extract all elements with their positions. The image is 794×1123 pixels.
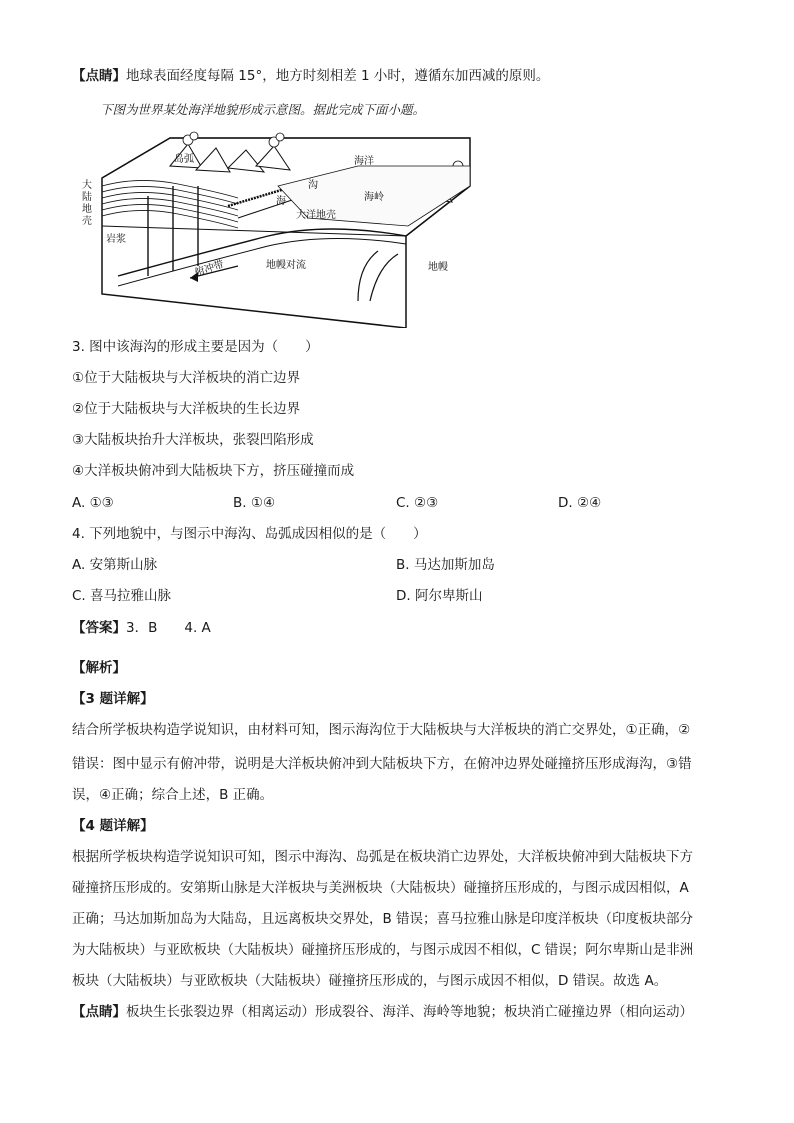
- d3-label: 【3 题详解】: [72, 691, 154, 707]
- label-continental-4: 壳: [82, 216, 92, 227]
- d3-line-1: 结合所学板块构造学说知识，由材料可知，图示海沟位于大陆板块与大洋板块的消亡交界处，①正确，②: [72, 722, 691, 738]
- figure-caption: 下图为世界某处海洋地貌形成示意图。据此完成下面小题。: [100, 102, 426, 117]
- q3-option-d: D. ②④: [558, 495, 602, 511]
- note-1: [72, 67, 549, 85]
- label-mantle: 地幔: [428, 262, 448, 273]
- label-subduction: 俯冲带: [193, 259, 226, 279]
- q3-item-1: ①位于大陆板块与大洋板块的消亡边界: [72, 370, 301, 386]
- label-continental-2: 陆: [82, 192, 92, 203]
- d4-line-4: 为大陆板块）与亚欧板块（大陆板块）碰撞挤压形成的，与图示成因不相似，C 错误；阿尔卑斯山是非洲: [72, 942, 694, 958]
- q4-stem: 4. 下列地貌中，与图示中海沟、岛弧成因相似的是（ ）: [72, 526, 427, 542]
- q4-option-c: C. 喜马拉雅山脉: [72, 588, 172, 604]
- answer-text: 3．B 4. A: [126, 620, 211, 636]
- label-oceanic-crust: 大洋地壳: [296, 210, 336, 221]
- note-2-label: 【点睛】: [72, 1004, 126, 1020]
- label-magma: 岩浆: [106, 234, 126, 245]
- note-2-text: 板块生长张裂边界（相离运动）形成裂谷、海洋、海岭等地貌；板块消亡碰撞边界（相向运动）: [126, 1004, 693, 1020]
- label-trench-2: 沟: [308, 180, 318, 191]
- analysis-label: 【解析】: [72, 660, 126, 676]
- q3-option-b: B. ①④: [233, 495, 276, 511]
- d4-line-3: 正确；马达加斯加岛为大陆岛，且远离板块交界处，B 错误；喜马拉雅山脉是印度洋板块（印度板块部分: [72, 911, 694, 927]
- label-island-arc: 岛弧: [174, 154, 194, 165]
- d3-line-2: 错误：图中显示有俯冲带，说明是大洋板块俯冲到大陆板块下方，在俯冲边界处碰撞挤压形成海沟，③错: [72, 756, 692, 772]
- d4-label: 【4 题详解】: [72, 818, 154, 834]
- q3-option-a: A. ①③: [72, 495, 114, 511]
- q4-option-b: B. 马达加斯加岛: [396, 557, 495, 573]
- q3-stem: 3. 图中该海沟的形成主要是因为（ ）: [72, 339, 319, 355]
- d4-line-2: 碰撞挤压形成的。安第斯山脉是大洋板块与美洲板块（大陆板块）碰撞挤压形成的，与图示成因相似，A: [72, 880, 689, 896]
- q3-item-4: ④大洋板块俯冲到大陆板块下方，挤压碰撞而成: [72, 463, 355, 479]
- q4-option-d: D. 阿尔卑斯山: [396, 588, 483, 604]
- ocean-landform-diagram: [78, 126, 473, 328]
- label-ridge: 海岭: [364, 192, 384, 203]
- q3-item-3: ③大陆板块抬升大洋板块，张裂凹陷形成: [72, 432, 314, 448]
- label-mantle-convection: 地幔对流: [266, 260, 306, 271]
- q4-option-a: A. 安第斯山脉: [72, 557, 158, 573]
- d4-line-5: 板块（大陆板块）与亚欧板块（大陆板块）碰撞挤压形成的，与图示成因不相似，D 错误。故选 A。: [72, 973, 668, 989]
- q3-item-2: ②位于大陆板块与大洋板块的生长边界: [72, 401, 301, 417]
- note-2: [72, 1003, 693, 1021]
- q3-option-c: C. ②③: [396, 495, 439, 511]
- label-continental-1: 大: [82, 180, 92, 191]
- d4-line-1: 根据所学板块构造学说知识可知，图示中海沟、岛弧是在板块消亡边界处，大洋板块俯冲到大陆板块下方: [72, 849, 693, 865]
- d3-line-3: 误，④正确；综合上述，B 正确。: [72, 787, 274, 803]
- label-ocean: 海洋: [354, 156, 374, 167]
- note-1-text: 地球表面经度每隔 15°，地方时刻相差 1 小时，遵循东加西减的原则。: [126, 68, 550, 84]
- label-trench-1: 海: [276, 196, 286, 207]
- note-1-label: 【点睛】: [72, 68, 126, 84]
- answer: [72, 619, 211, 637]
- answer-label: 【答案】: [72, 620, 126, 636]
- label-continental-3: 地: [82, 204, 92, 215]
